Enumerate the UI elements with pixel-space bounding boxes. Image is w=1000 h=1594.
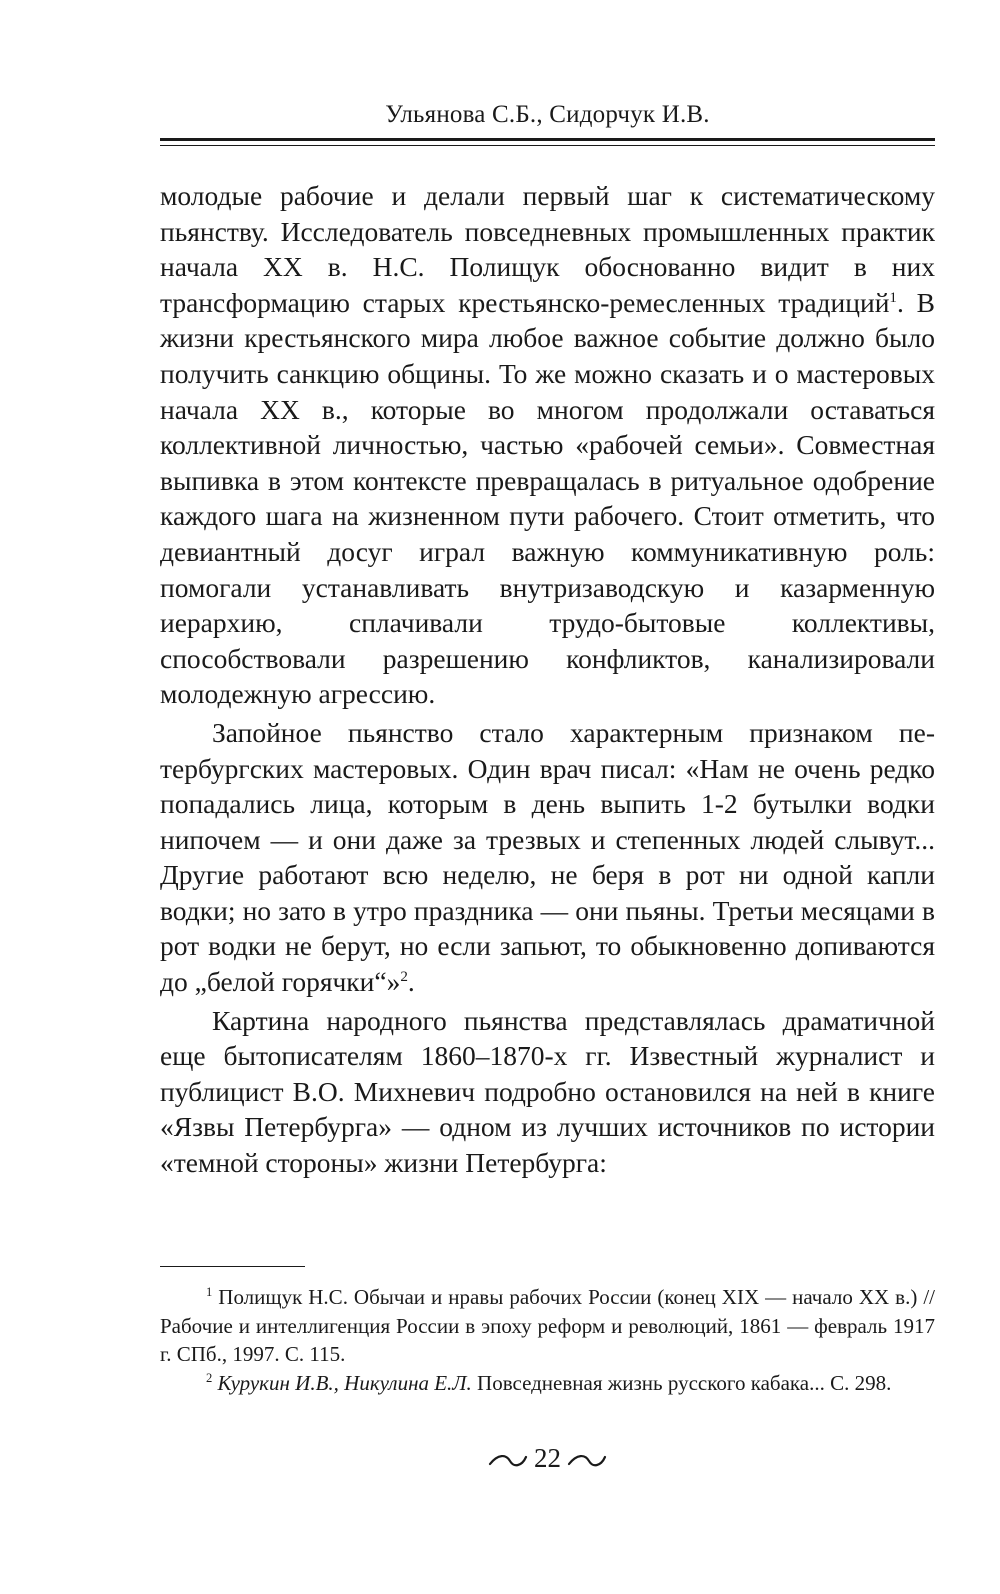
running-header [160, 100, 935, 130]
footnote-2 [160, 1369, 935, 1398]
running-title: Ульянова С.Б., Сидорчук И.В. [385, 101, 710, 128]
footnote-2-text: Повседневная жизнь русского кабака... С. 298. [471, 1370, 892, 1395]
header-rule-thick [160, 138, 935, 141]
paragraph-3-text: Картина народного пьянства представлялась драматичной еще бытописателям 1860–1870-х гг. Известный журналист и публицист В.О. Михневич подробно остановился на ней в книге «Язвы Петербурга» — одном из лучших источников по истории «темной стороны» жизни Петербурга: [160, 1004, 935, 1179]
page-number [160, 1442, 935, 1474]
footnote-1 [160, 1283, 935, 1369]
footnote-1-number: 1 [206, 1285, 213, 1299]
page-number-value: 22 [534, 1443, 561, 1473]
footnote-separator [160, 1266, 305, 1267]
paragraph-1 [160, 178, 935, 712]
paragraph-2-text: Запойное пьянство стало характерным признаком петербургских мастеровых. Один врач писал: «Нам не очень редко попадались лица, которым в день выпить 1-2 бутылки водки нипочем — и они даже за трезвых и степенных людей слывут... Другие работают всю неделю, не беря в рот ни одной капли водки; но зато в утро праздника — они пьяны. Третьи месяцами в рот водки не берут, но если запьют, то обыкновенно допиваются до „белой горячки“» [160, 716, 935, 998]
paragraph-3 [160, 1003, 935, 1181]
footnote-ref-1: 1 [889, 289, 897, 306]
header-rule-thin [160, 145, 935, 146]
paragraph-2 [160, 715, 935, 1000]
footnote-1-text: Полищук Н.С. Обычаи и нравы рабочих России (конец XIX — начало XX в.) // Рабочие и интеллигенция России в эпоху реформ и революций, 1861 — февраль 1917 г. СПб., 1997. С. 115. [160, 1285, 935, 1366]
footnotes [160, 1283, 935, 1397]
footnote-ref-2: 2 [400, 968, 408, 985]
main-text [160, 178, 935, 1181]
paragraph-1-text: молодые рабочие и делали первый шаг к систематическому пьянству. Исследователь повседневных промышленных практик начала XX в. Н.С. Полищук обоснованно видит в них трансформацию старых крестьянско-ремесленных традиций [160, 180, 935, 318]
paragraph-1-text-after: . В жизни крестьянского мира любое важное событие должно было получить санкцию общины. То же можно сказать и о мастеровых начала XX в., которые во многом продолжали оставаться коллективной личностью, частью «рабочей семьи». Совместная выпивка в этом контексте превращалась в ритуальное одобрение каждого шага на жизненном пути рабочего. Стоит отметить, что девиантный досуг играл важную коммуникативную роль: помогали устанавливать внутризаводскую и казарменную иерархию, сплачивали трудо-бытовые коллективы, способствовали разрешению конфликтов, канализировали молодежную агрессию. [160, 286, 935, 710]
right-tilde-ornament-icon [567, 1454, 607, 1468]
footnote-2-number: 2 [206, 1370, 213, 1385]
left-tilde-ornament-icon [488, 1454, 528, 1468]
paragraph-2-text-after: . [407, 966, 415, 998]
footnote-2-author: Курукин И.В., Никулина Е.Л. [217, 1370, 472, 1395]
